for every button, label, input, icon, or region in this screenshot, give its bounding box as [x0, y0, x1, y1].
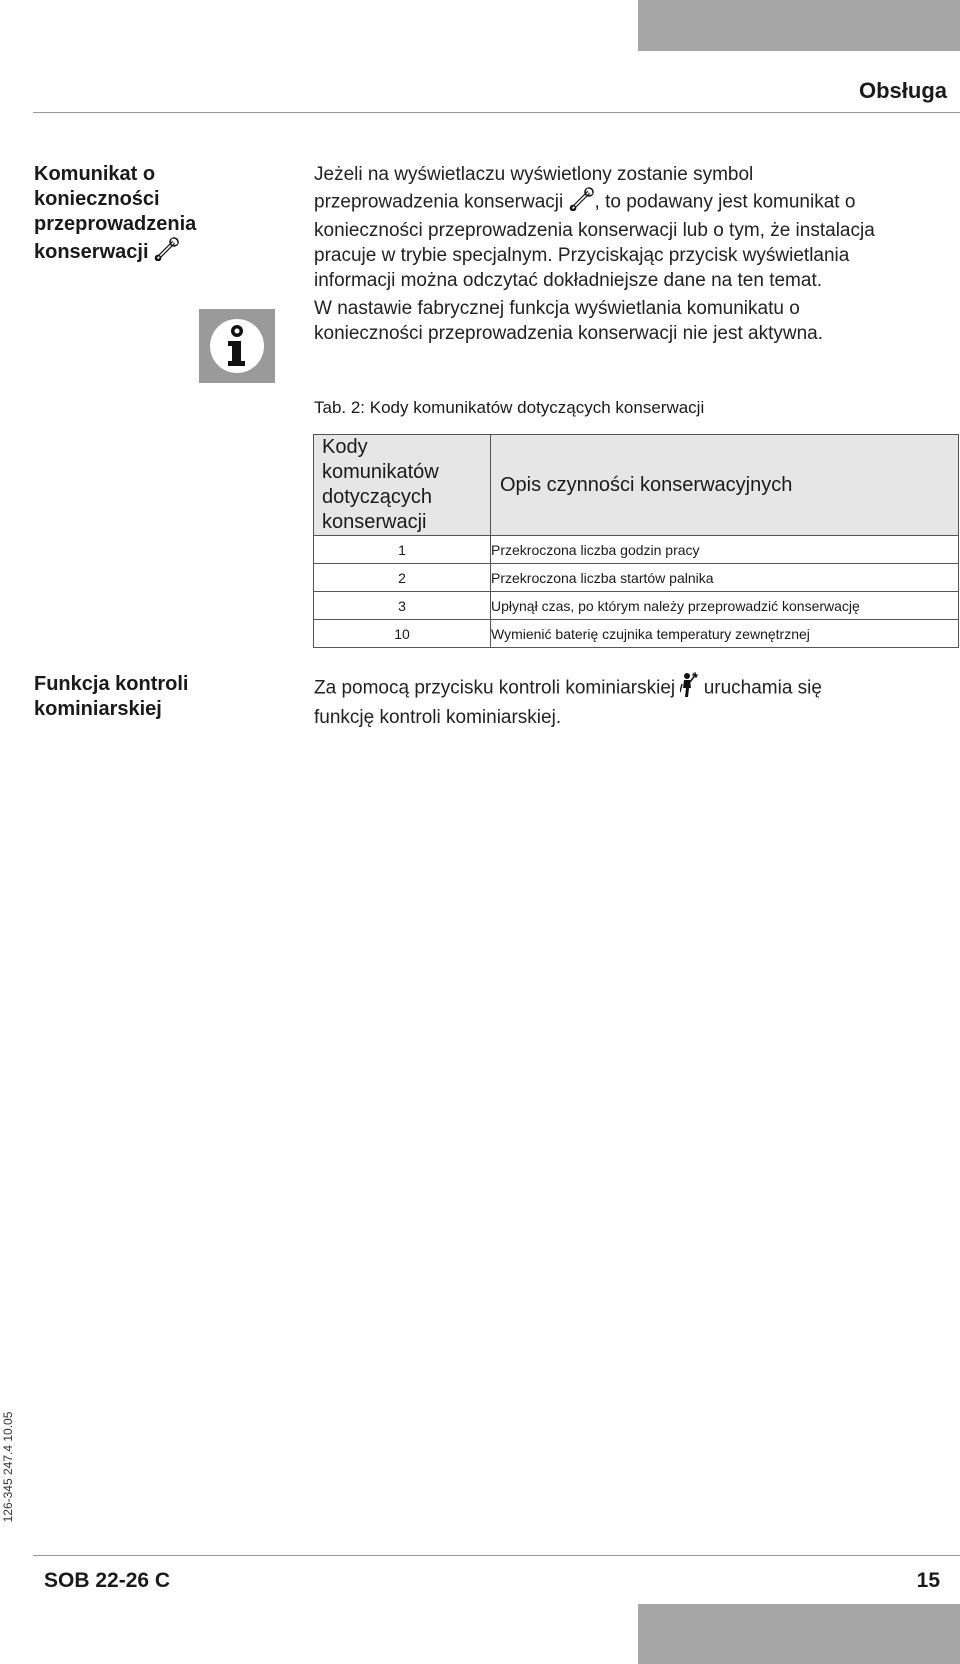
- maintenance-codes-table: [313, 434, 959, 648]
- table-header-row: [314, 435, 959, 536]
- page-number: 15: [916, 1569, 940, 1592]
- table-caption: Tab. 2: Kody komunikatów dotyczących konserwacji: [314, 398, 705, 417]
- text-line-with-icon: [314, 187, 875, 218]
- factory-setting-paragraph: [314, 296, 823, 346]
- wrench-icon: [154, 237, 180, 268]
- page-header-title: Obsługa: [858, 78, 947, 103]
- header-line: komunikatów: [322, 461, 439, 483]
- text-segment: , to podawany jest komunikat o: [594, 191, 856, 213]
- header-line: Kody: [322, 436, 368, 458]
- chimney-check-paragraph: [314, 672, 822, 730]
- info-icon: [199, 309, 275, 383]
- description-cell: Przekroczona liczba startów palnika: [491, 564, 959, 592]
- document-code-text: 126-345 247.4 10.05: [1, 1411, 15, 1523]
- heading-line: konserwacji: [34, 240, 149, 263]
- text-line: informacji można odczytać dokładniejsze dane na ten temat.: [314, 270, 822, 291]
- text-line: pracuje w trybie specjalnym. Przyciskając przycisk wyświetlania: [314, 245, 850, 266]
- text-line: konieczności przeprowadzenia konserwacji lub o tym, że instalacja: [314, 220, 875, 241]
- footer-divider: [33, 1555, 960, 1556]
- code-cell: 10: [314, 620, 491, 648]
- column-header-description: Opis czynności konserwacyjnych: [491, 435, 959, 536]
- column-header-codes: [314, 435, 491, 536]
- wrench-icon: [569, 187, 595, 218]
- table-row: [314, 620, 959, 648]
- heading-line-with-icon: [34, 237, 196, 268]
- table-row: [314, 592, 959, 620]
- bottom-gray-bar: [638, 1604, 960, 1664]
- description-cell: Wymienić baterię czujnika temperatury zewnętrznej: [491, 620, 959, 648]
- text-line: konieczności przeprowadzenia konserwacji nie jest aktywna.: [314, 323, 824, 344]
- text-line: funkcję kontroli kominiarskiej.: [314, 707, 562, 728]
- text-line-with-icon: [314, 672, 822, 705]
- code-cell: 1: [314, 536, 491, 564]
- header-line: dotyczących: [322, 486, 433, 508]
- heading-line: konieczności: [34, 188, 160, 210]
- table-row: [314, 564, 959, 592]
- header-line: konserwacji: [322, 511, 427, 533]
- maintenance-paragraph: [314, 162, 875, 293]
- heading-line: Funkcja kontroli: [34, 673, 189, 695]
- chimney-check-heading: [34, 672, 188, 722]
- text-segment: Za pomocą przycisku kontroli kominiarskiej: [314, 677, 676, 699]
- text-line: Jeżeli na wyświetlaczu wyświetlony zostanie symbol: [314, 164, 754, 185]
- description-cell: Przekroczona liczba godzin pracy: [491, 536, 959, 564]
- code-cell: 2: [314, 564, 491, 592]
- top-gray-bar: [638, 0, 960, 51]
- description-cell: Upłynął czas, po którym należy przeprowadzić konserwację: [491, 592, 959, 620]
- code-cell: 3: [314, 592, 491, 620]
- heading-line: kominiarskiej: [34, 698, 162, 720]
- heading-line: Komunikat o: [34, 163, 156, 185]
- text-segment: przeprowadzenia konserwacji: [314, 191, 564, 213]
- document-code: [0, 1405, 16, 1530]
- text-segment: uruchamia się: [703, 677, 822, 699]
- table-row: [314, 536, 959, 564]
- footer-model-name: SOB 22-26 C: [44, 1569, 171, 1592]
- chimney-sweep-icon: [680, 672, 698, 705]
- maintenance-heading: [34, 162, 196, 268]
- heading-line: przeprowadzenia: [34, 213, 197, 235]
- header-divider: [33, 112, 960, 113]
- text-line: W nastawie fabrycznej funkcja wyświetlania komunikatu o: [314, 298, 800, 319]
